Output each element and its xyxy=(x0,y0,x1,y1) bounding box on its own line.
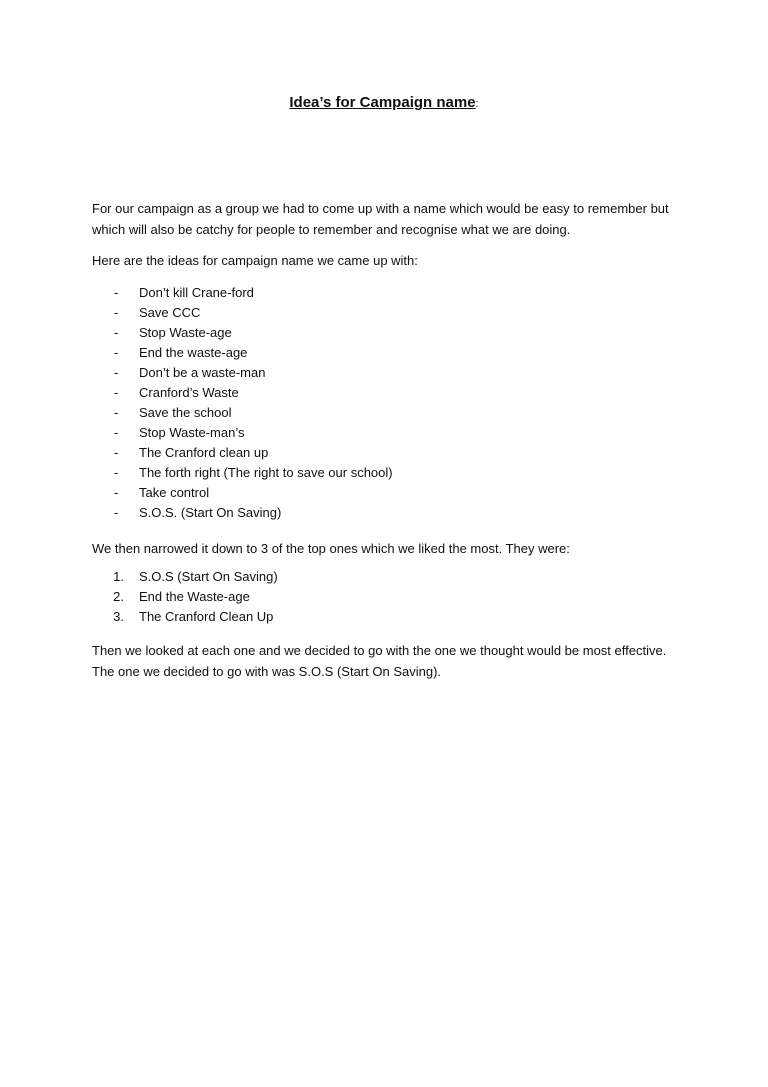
title-colon: : xyxy=(475,98,479,110)
list-item xyxy=(92,567,692,587)
list-item xyxy=(92,363,692,383)
shortlist xyxy=(92,567,692,627)
list-item xyxy=(92,607,692,627)
list-item-text: End the waste-age xyxy=(139,345,248,360)
list-item xyxy=(92,443,692,463)
dash-marker: - xyxy=(114,365,119,380)
list-item xyxy=(92,283,692,303)
list-item-text: S.O.S (Start On Saving) xyxy=(139,569,278,584)
dash-marker: - xyxy=(114,485,119,500)
list-item xyxy=(92,403,692,423)
list-item-text: Stop Waste-man’s xyxy=(139,425,245,440)
dash-marker: - xyxy=(114,505,119,520)
list-item xyxy=(92,423,692,443)
list-item-text: Take control xyxy=(139,485,210,500)
dash-marker: - xyxy=(114,465,119,480)
intro-paragraph: For our campaign as a group we had to come up with a name which would be easy to remember but which will also be catchy for people to remember and recognise what we are doing. xyxy=(92,201,669,237)
list-item-text: Don’t be a waste-man xyxy=(139,365,266,380)
number-marker: 1. xyxy=(113,569,124,584)
dash-marker: - xyxy=(114,405,119,420)
dash-marker: - xyxy=(114,425,119,440)
list-item-text: Don’t kill Crane-ford xyxy=(139,285,254,300)
ideas-list xyxy=(92,283,692,523)
conclusion-paragraph xyxy=(92,640,732,682)
list-item-text: The Cranford Clean Up xyxy=(139,609,274,624)
list-item xyxy=(92,343,692,363)
list-item-text: Stop Waste-age xyxy=(139,325,232,340)
dash-marker: - xyxy=(114,325,119,340)
page-title: Idea’s for Campaign name xyxy=(289,94,476,111)
list-item-text: Save the school xyxy=(139,405,232,420)
dash-marker: - xyxy=(114,345,119,360)
list-item xyxy=(92,587,692,607)
dash-marker: - xyxy=(114,385,119,400)
conclusion-line-2: The one we decided to go with was S.O.S (Start On Saving). xyxy=(92,664,442,679)
dash-marker: - xyxy=(114,445,119,460)
title-line xyxy=(0,94,768,111)
list-item-text: End the Waste-age xyxy=(139,589,250,604)
list-item xyxy=(92,303,692,323)
list-item xyxy=(92,323,692,343)
shortlist-heading: We then narrowed it down to 3 of the top ones which we liked the most. They were: xyxy=(92,541,570,556)
list-item xyxy=(92,463,692,483)
ideas-heading: Here are the ideas for campaign name we came up with: xyxy=(92,253,418,268)
dash-marker: - xyxy=(114,285,119,300)
list-item-text: Save CCC xyxy=(139,305,201,320)
list-item-text: S.O.S. (Start On Saving) xyxy=(139,505,282,520)
list-item xyxy=(92,483,692,503)
list-item-text: Cranford’s Waste xyxy=(139,385,239,400)
list-item-text: The Cranford clean up xyxy=(139,445,269,460)
list-item-text: The forth right (The right to save our school) xyxy=(139,465,393,480)
dash-marker: - xyxy=(114,305,119,320)
number-marker: 2. xyxy=(113,589,124,604)
list-item xyxy=(92,383,692,403)
number-marker: 3. xyxy=(113,609,124,624)
list-item xyxy=(92,503,692,523)
conclusion-line-1: Then we looked at each one and we decided to go with the one we thought would be most effective. xyxy=(92,643,667,658)
